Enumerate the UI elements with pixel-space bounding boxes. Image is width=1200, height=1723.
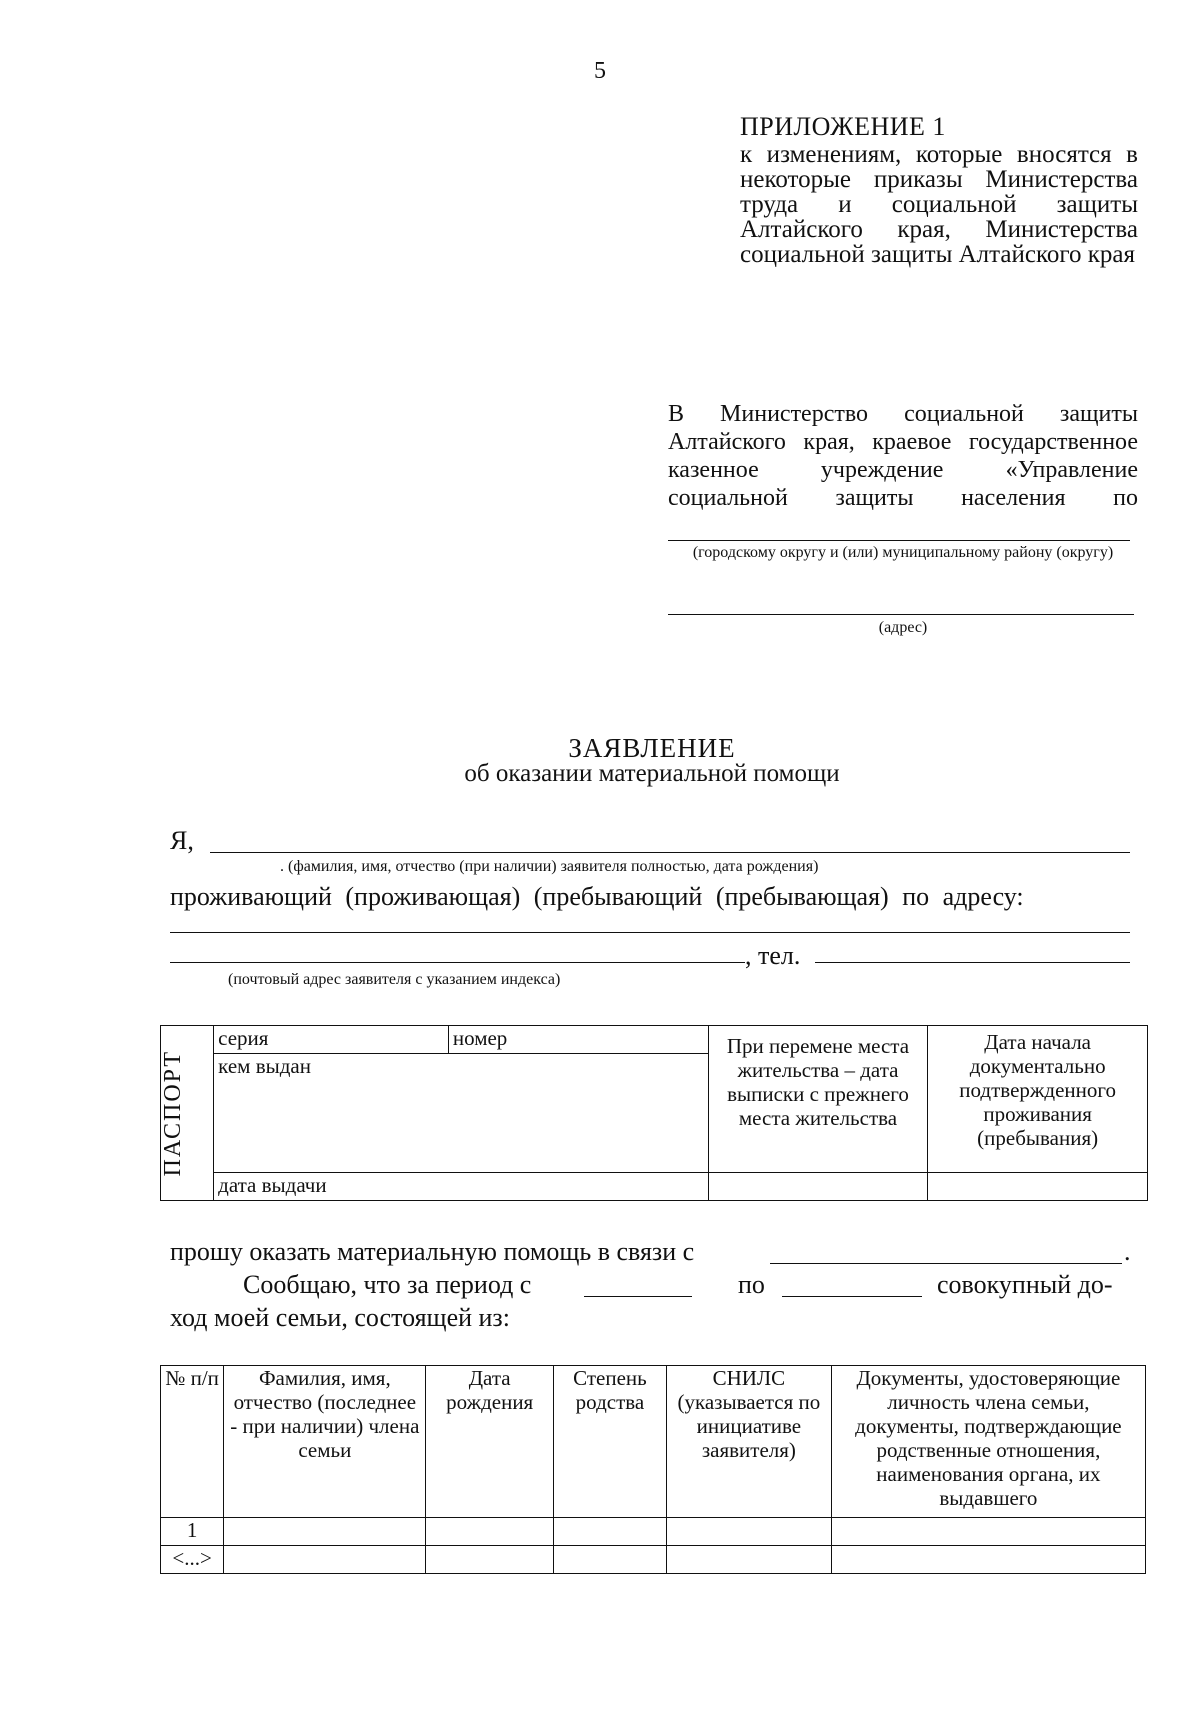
family-header-snils: СНИЛС (указывается по инициативе заявителя) <box>666 1366 831 1518</box>
appendix-block <box>740 112 1138 267</box>
family-table <box>160 1365 1146 1574</box>
request-line-3: ход моей семьи, состоящей из: <box>170 1303 510 1332</box>
residence-start-value <box>928 1173 1148 1201</box>
family-header-documents: Документы, удостоверяющие личность члена семьи, документы, подтверждающие родственные отношения, наименования органа, их выдавшего <box>831 1366 1145 1518</box>
passport-table <box>160 1025 1148 1201</box>
residence-start-header: Дата начала документально подтвержденного проживания (пребывания) <box>928 1026 1148 1173</box>
page-number: 5 <box>594 58 606 84</box>
appendix-title: ПРИЛОЖЕНИЕ 1 <box>740 112 946 141</box>
row-number: <...> <box>161 1546 224 1574</box>
number-cell: номер <box>448 1026 708 1054</box>
reason-period: . <box>1124 1237 1131 1266</box>
passport-label-cell <box>161 1026 214 1201</box>
address-line-2 <box>170 962 745 963</box>
move-date-value <box>708 1173 928 1201</box>
period-from-line <box>584 1296 692 1297</box>
document-title: ЗАЯВЛЕНИЕ <box>568 733 736 763</box>
addressee-text: В Министерство социальной защиты Алтайского края, краевое государственное казенное учреждение «Управление социальной защиты населения по <box>668 401 1138 511</box>
applicant-i-label: Я, <box>170 826 194 855</box>
document-subtitle: об оказании материальной помощи <box>464 760 840 787</box>
appendix-body: к изменениям, которые вносятся в некоторые приказы Министерства труда и социальной защиты Алтайского края, Министерства социальной защиты Алтайского края <box>740 141 1138 268</box>
family-header-num: № п/п <box>161 1366 224 1518</box>
passport-label: ПАСПОРТ <box>160 1049 186 1177</box>
row-number: 1 <box>161 1518 224 1546</box>
family-header-relation: Степень родства <box>553 1366 666 1518</box>
phone-label: , тел. <box>745 941 801 970</box>
name-caption: . (фамилия, имя, отчество (при наличии) заявителя полностью, дата рождения) <box>280 858 819 875</box>
reason-line <box>770 1263 1122 1264</box>
address-line <box>668 614 1134 615</box>
district-caption: (городскому округу и (или) муниципальному району (округу) <box>692 544 1114 561</box>
address-caption: (адрес) <box>878 619 928 636</box>
postal-caption: (почтовый адрес заявителя с указанием индекса) <box>228 971 561 988</box>
family-header-name: Фамилия, имя, отчество (последнее - при наличии) члена семьи <box>224 1366 426 1518</box>
table-row <box>161 1518 1146 1546</box>
table-row <box>161 1546 1146 1574</box>
address-line-1 <box>170 932 1130 933</box>
request-line-1: прошу оказать материальную помощь в связи с <box>170 1237 695 1266</box>
district-line <box>668 540 1130 541</box>
series-cell: серия <box>214 1026 449 1054</box>
residing-text: проживающий (проживающая) (пребывающий (пребывающая) по адресу: <box>170 882 1024 911</box>
request-line-2b: по <box>738 1270 765 1299</box>
move-date-header: При перемене места жительства – дата выписки с прежнего места жительства <box>708 1026 928 1173</box>
period-to-line <box>782 1296 922 1297</box>
name-line <box>210 852 1130 853</box>
request-line-2c: совокупный до- <box>937 1270 1113 1299</box>
issue-date-cell: дата выдачи <box>214 1173 708 1201</box>
phone-line <box>815 962 1130 963</box>
family-header-birthdate: Дата рождения <box>426 1366 554 1518</box>
issued-by-cell: кем выдан <box>214 1054 708 1173</box>
request-line-2a: Сообщаю, что за период с <box>243 1270 532 1299</box>
